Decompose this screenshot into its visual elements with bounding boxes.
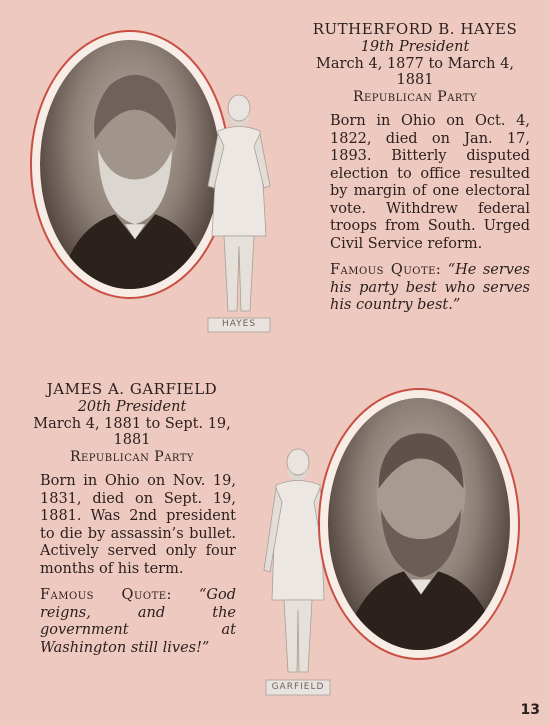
hayes-statue-plate: HAYES [221, 319, 257, 329]
hayes-statue [196, 86, 282, 344]
hayes-description: Born in Ohio on Oct. 4, 1822, died on Jan. 17, 1893. Bitterly disputed election to office resulted by margin of one electoral vote. Withdrew federal troops from South. Urged Civil Service reform. [330, 113, 530, 252]
hayes-name: RUTHERFORD B. HAYES [312, 20, 518, 38]
hayes-quote [330, 262, 530, 315]
garfield-statue-plate: GARFIELD [271, 682, 325, 692]
hayes-term: March 4, 1877 to March 4, 1881 [316, 56, 514, 88]
hayes-quote-label: Famous Quote: [330, 262, 442, 278]
garfield-quote-text: “God reigns, and the government at Washington still lives!” [40, 587, 236, 656]
hayes-bio [300, 20, 530, 315]
garfield-bio [18, 380, 246, 657]
hayes-photo-figure [40, 40, 220, 289]
garfield-quote-label: Famous Quote: [40, 587, 172, 603]
garfield-quote [40, 587, 236, 657]
garfield-name: JAMES A. GARFIELD [46, 380, 218, 398]
garfield-description: Born in Ohio on Nov. 19, 1831, died on Sept. 19, 1881. Was 2nd president to die by assassin’s bullet. Actively served only four months of his term. [40, 473, 236, 577]
hayes-photo [40, 40, 220, 289]
garfield-photo-figure [328, 398, 510, 650]
garfield-photo [328, 398, 510, 650]
page-number: 13 [520, 702, 540, 718]
hayes-statue-figure [196, 86, 282, 344]
garfield-party: Republican Party [69, 449, 195, 465]
garfield-ordinal: 20th President [77, 399, 187, 415]
hayes-ordinal: 19th President [360, 39, 470, 55]
hayes-quote-text: “He serves his party best who serves his country best.” [330, 262, 530, 313]
garfield-portrait [318, 388, 520, 660]
hayes-party: Republican Party [352, 89, 478, 105]
garfield-term: March 4, 1881 to Sept. 19, 1881 [33, 416, 231, 448]
